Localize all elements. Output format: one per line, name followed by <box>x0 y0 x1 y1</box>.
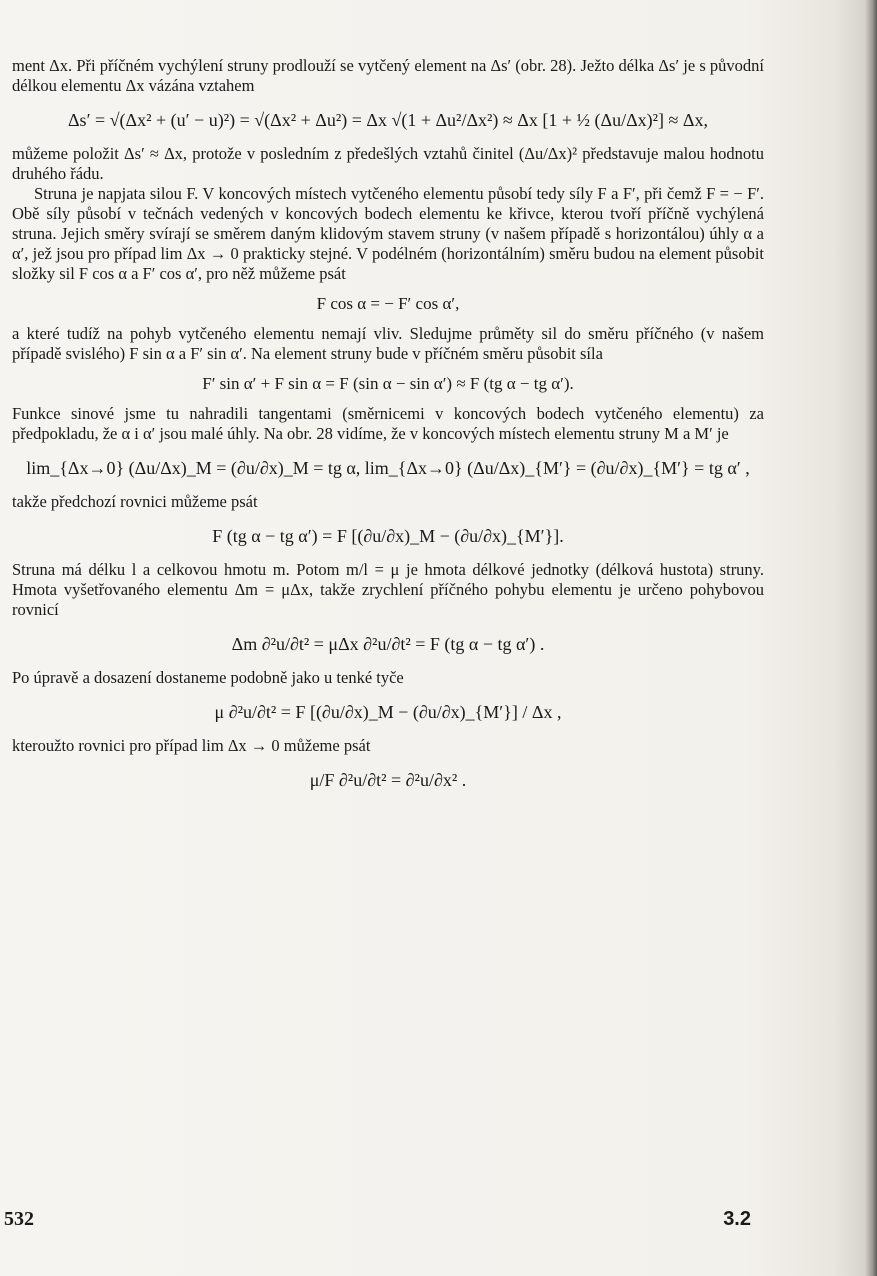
paragraph-3: Struna je napjata silou F. V koncových místech vytčeného elementu působí tedy síly F a F′, při čemž F = − F′. Obě síly působí v tečnách vedených v koncových bodech elementu ke křivce, kterou tvoří příčně vychýlená struna. Jejich směry svírají se směrem daným klidovým stavem struny (v našem případě s horizontálou) úhly α a α′, jež jsou pro případ lim Δx → 0 prakticky stejné. V podélném (horizontálním) směru budou na element působit složky sil F cos α a F′ cos α′, pro něž můžeme psát <box>12 184 764 283</box>
paragraph-1: ment Δx. Při příčném vychýlení struny prodlouží se vytčený element na Δs′ (obr. 28). Ježto délka Δs′ je s původní délkou elementu Δx vázána vztahem <box>12 56 764 95</box>
paragraph-4: a které tudíž na pohyb vytčeného elementu nemají vliv. Sledujme průměty sil do směru příčného (v našem případě svislého) F sin α a F′ sin α′. Na element struny bude v příčném směru působit síla <box>12 324 764 363</box>
equation-4: lim_{Δx→0} (Δu/Δx)_M = (∂u/∂x)_M = tg α, lim_{Δx→0} (Δu/Δx)_{M′} = (∂u/∂x)_{M′} = tg α′ , <box>26 458 750 478</box>
paragraph-2: můžeme položit Δs′ ≈ Δx, protože v posledním z předešlých vztahů činitel (Δu/Δx)² představuje malou hodnotu druhého řádu. <box>12 144 764 183</box>
paragraph-9: kteroužto rovnici pro případ lim Δx → 0 můžeme psát <box>12 736 371 755</box>
page-number: 532 <box>4 1208 34 1230</box>
page-body <box>12 56 764 804</box>
paragraph-7: Struna má délku l a celkovou hmotu m. Potom m/l = μ je hmota délkové jednotky (délková hustota) struny. Hmota vyšetřovaného elementu Δm = μΔx, takže zrychlení příčného pohybu elementu je určeno pohybovou rovnicí <box>12 560 764 619</box>
section-number: 3.2 <box>723 1208 751 1230</box>
equation-5: F (tg α − tg α′) = F [(∂u/∂x)_M − (∂u/∂x)_{M′}]. <box>212 526 564 546</box>
equation-2: F cos α = − F′ cos α′, <box>316 294 460 313</box>
equation-1: Δs′ = √(Δx² + (u′ − u)²) = √(Δx² + Δu²) = Δx √(1 + Δu²/Δx²) ≈ Δx [1 + ½ (Δu/Δx)²] ≈ Δx, <box>67 110 709 130</box>
paragraph-6: takže předchozí rovnici můžeme psát <box>12 492 258 511</box>
equation-8: μ/F ∂²u/∂t² = ∂²u/∂x² . <box>309 770 467 790</box>
equation-6: Δm ∂²u/∂t² = μΔx ∂²u/∂t² = F (tg α − tg α′) . <box>231 634 545 654</box>
equation-7: μ ∂²u/∂t² = F [(∂u/∂x)_M − (∂u/∂x)_{M′}] / Δx , <box>214 702 562 722</box>
equation-3: F′ sin α′ + F sin α = F (sin α − sin α′) ≈ F (tg α − tg α′). <box>202 374 574 393</box>
paragraph-5: Funkce sinové jsme tu nahradili tangentami (směrnicemi v koncových bodech vytčeného elementu) za předpokladu, že α i α′ jsou malé úhly. Na obr. 28 vidíme, že v koncových místech elementu struny M a M′ je <box>12 404 764 443</box>
page-edge-shadow <box>865 0 877 1276</box>
page-footer <box>0 1208 877 1238</box>
paragraph-8: Po úpravě a dosazení dostaneme podobně jako u tenké tyče <box>12 668 404 687</box>
